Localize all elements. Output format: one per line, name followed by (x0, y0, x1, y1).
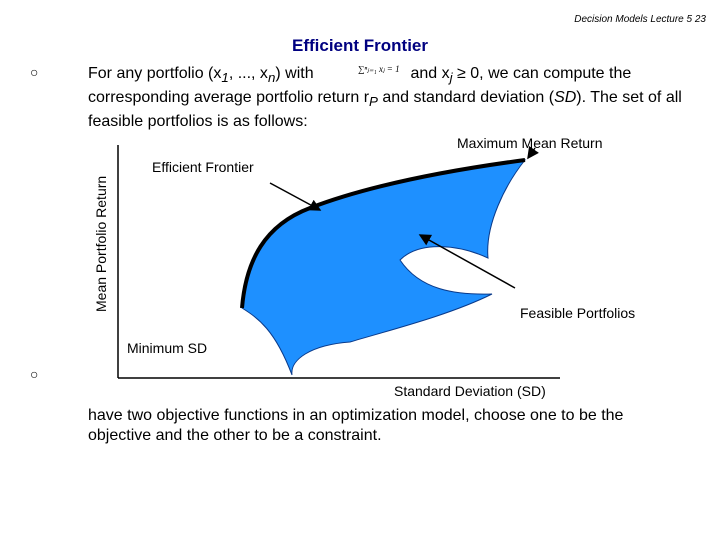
bullet-paragraph-1: For any portfolio ($x_1$, ..., $x_n$) with and $x_j \ge 0$, we can compute the corresponding average portfolio return $r_P$ and standard deviation (SD). The set of all feasible portfolios is as follows: (88, 65, 682, 131)
slide-header: Decision Models Lecture 5 23 (574, 14, 706, 25)
bullet-icon: ○ (30, 366, 39, 382)
label-min-sd: Minimum SD (127, 340, 208, 356)
x-axis-label: Standard Deviation (SD) (394, 383, 546, 399)
label-feasible: Feasible Portfolios (520, 305, 636, 321)
label-efficient-frontier: Efficient Frontier (152, 159, 254, 175)
y-axis-label: Mean Portfolio Return (93, 175, 109, 312)
label-max-return: Maximum Mean Return (457, 135, 603, 151)
feasible-region (242, 160, 525, 375)
bullet-paragraph-2: have two objective functions in an optimization model, choose one to be the objective and the other to be a constraint. (88, 407, 624, 444)
sum-formula: ∑ⁿⱼ₌₁ xⱼ = 1 (358, 64, 400, 74)
slide-title: Efficient Frontier (291, 36, 428, 55)
arrow-efficient-frontier (270, 183, 320, 210)
bullet-icon: ○ (30, 64, 39, 80)
